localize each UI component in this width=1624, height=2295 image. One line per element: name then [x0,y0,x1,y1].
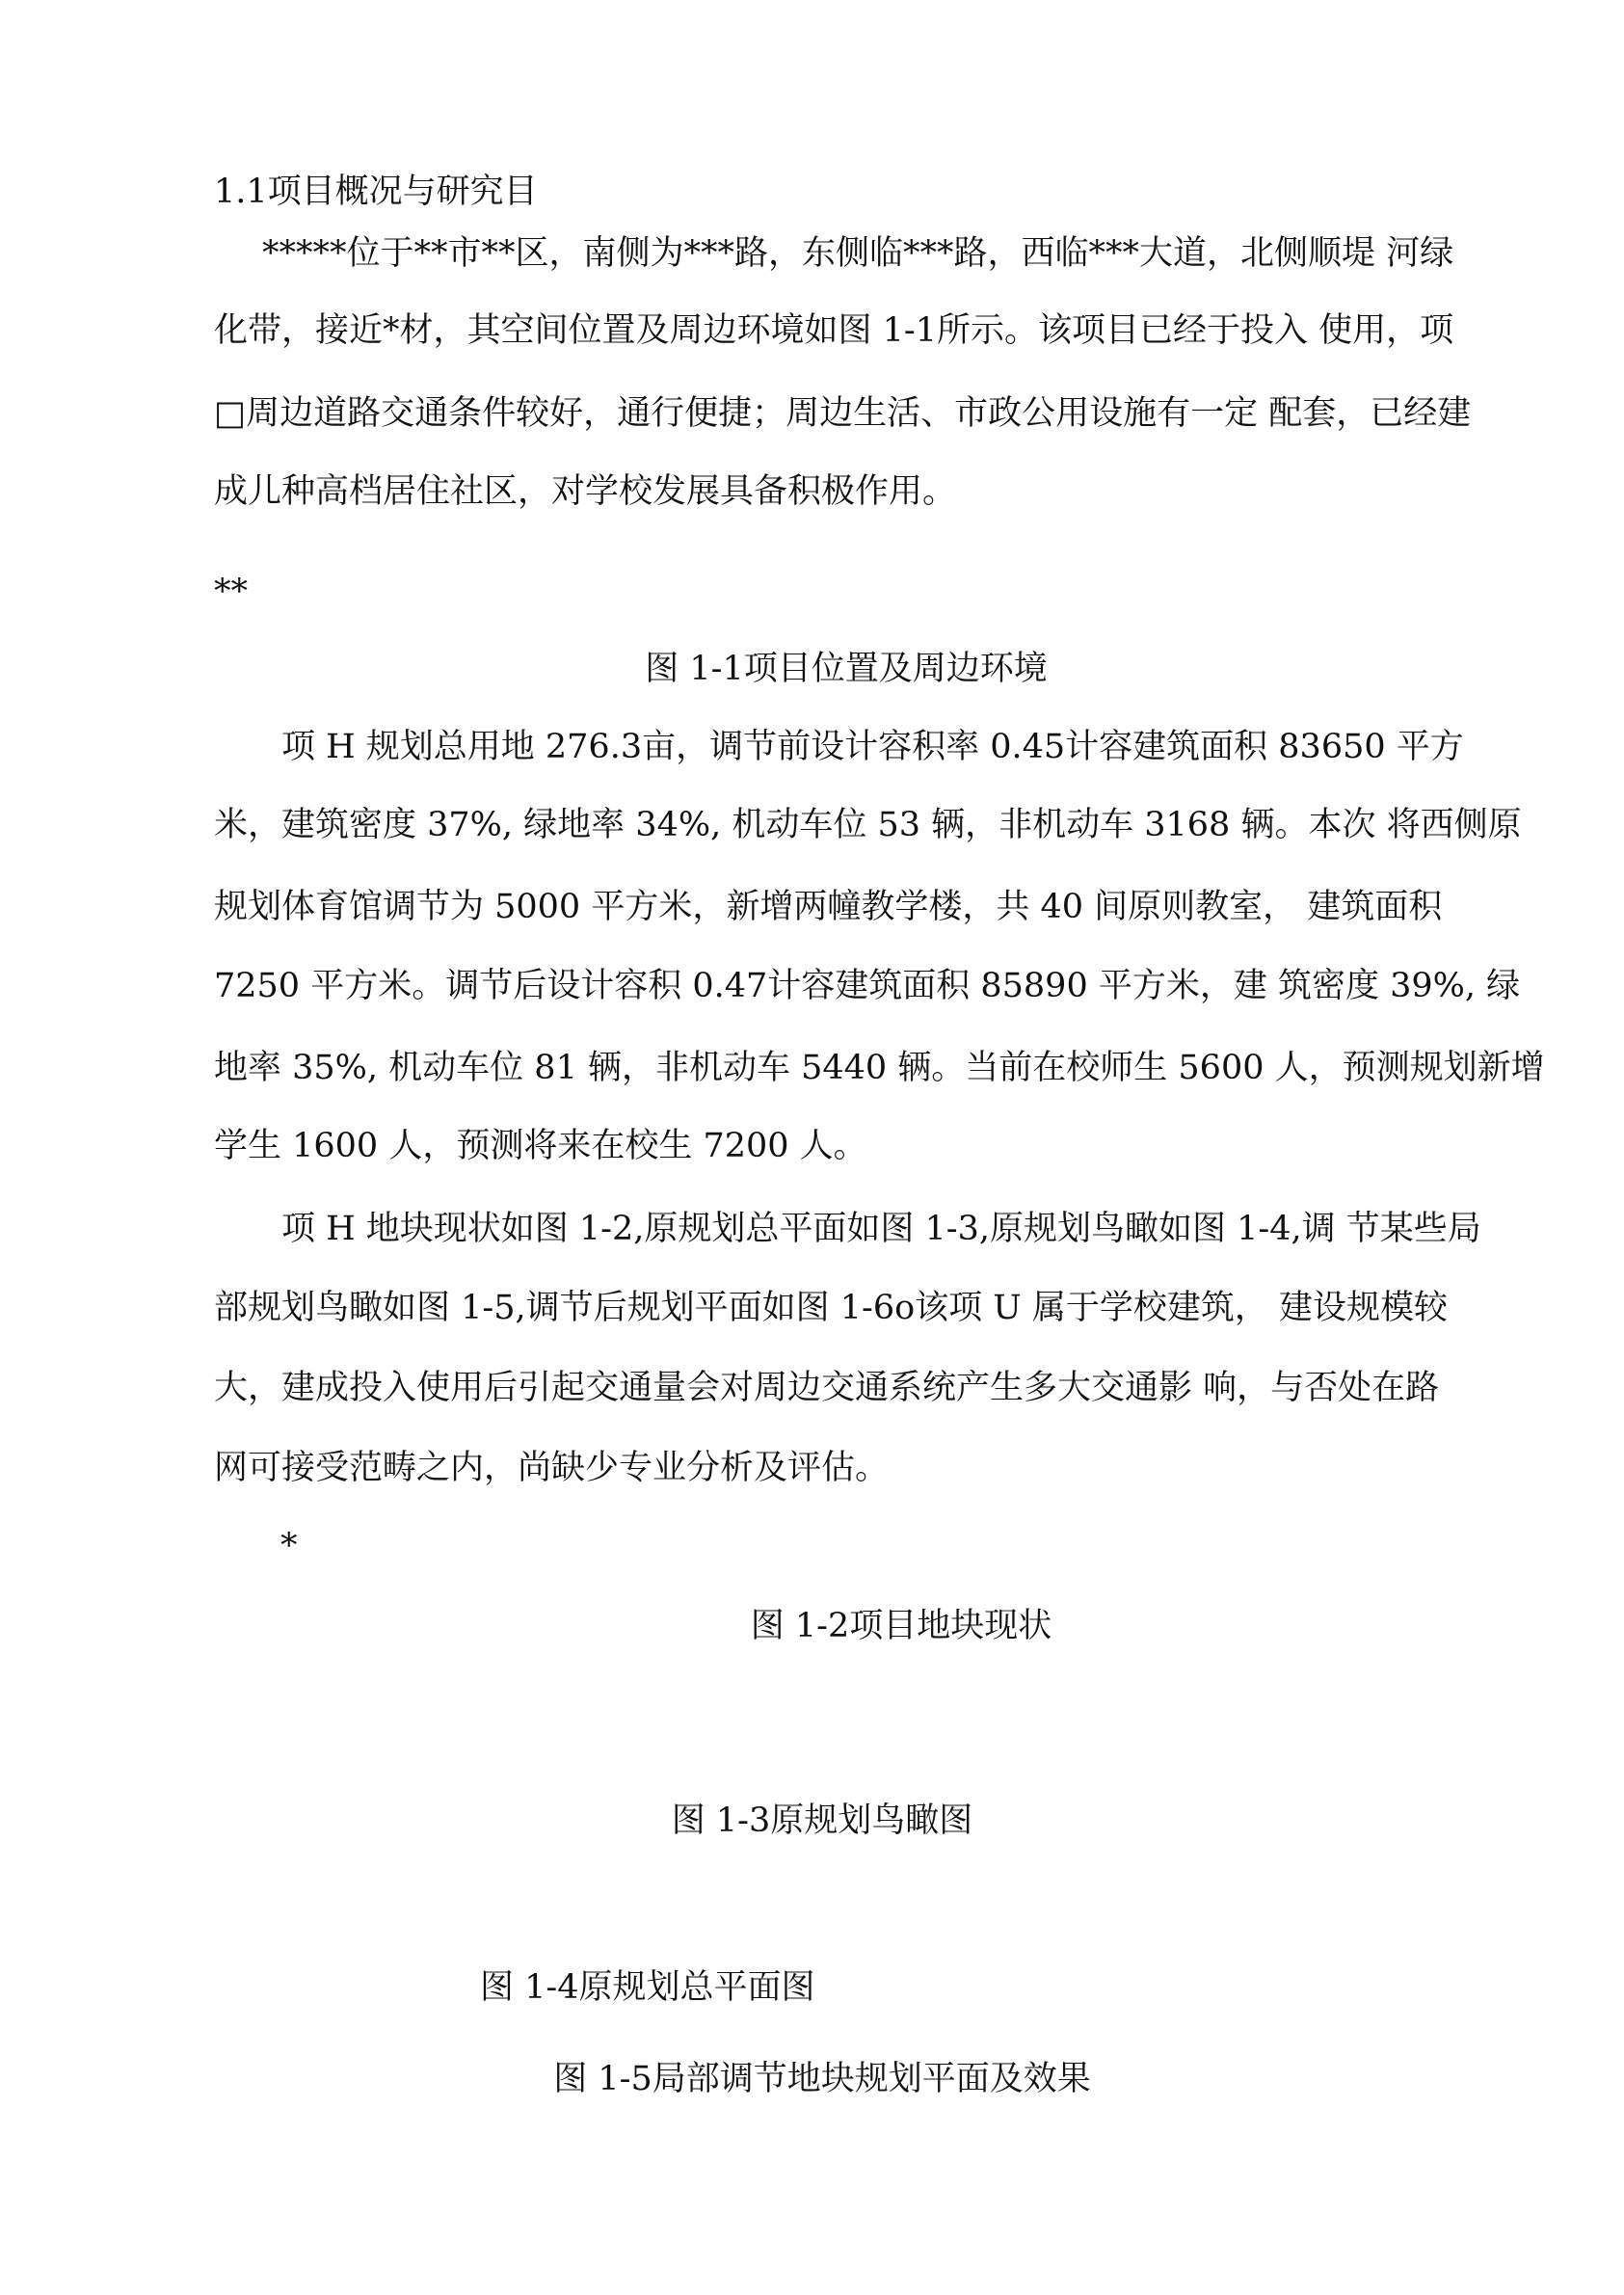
paragraph-line: 项 H 地块现状如图 1-2,原规划总平面如图 1-3,原规划鸟瞰如图 1-4,调 节某些局 [281,1210,1481,1248]
paragraph-line: 部规划鸟瞰如图 1-5,调节后规划平面如图 1-6o该项 U 属于学校建筑， 建设规模较 [214,1289,1449,1327]
paragraph-line: 7250 平方米。调节后设计容积 0.47计容建筑面积 85890 平方米，建 筑密度 39%, 绿 [214,967,1521,1005]
paragraph-line: 米，建筑密度 37%, 绿地率 34%, 机动车位 53 辆，非机动车 3168 辆。本次 将西侧原 [214,806,1522,844]
figure-caption: 图 1-2项目地块现状 [750,1607,1052,1645]
figure-caption: 图 1-1项目位置及周边环境 [645,650,1048,688]
paragraph-line: 化带，接近*材，其空间位置及周边环境如图 1-1所示。该项目已经于投入 使用，项 [214,311,1454,350]
paragraph-line: 大，建成投入使用后引起交通量会对周边交通系统产生多大交通影 响，与否处在路 [214,1369,1440,1407]
paragraph-line: 成儿种高档居住社区，对学校发展具备积极作用。 [214,472,957,511]
paragraph-line: 网可接受范畴之内，尚缺少专业分析及评估。 [214,1449,890,1487]
paragraph-line: 规划体育馆调节为 5000 平方米，新增两幢教学楼，共 40 间原则教室， 建筑面积 [214,888,1443,926]
paragraph-line: 项 H 规划总用地 276.3亩，调节前设计容积率 0.45计容建筑面积 83650 平方 [281,728,1464,766]
figure-caption: 图 1-3原规划鸟瞰图 [671,1801,973,1840]
image-placeholder-marker: * [280,1527,298,1565]
figure-caption: 图 1-5局部调节地块规划平面及效果 [553,2060,1091,2098]
paragraph-line: *****位于**市**区，南侧为***路，东侧临***路，西临***大道，北侧顺堤 河绿 [262,234,1454,273]
paragraph-line: 学生 1600 人，预测将来在校生 7200 人。 [214,1127,867,1165]
paragraph-line: 地率 35%, 机动车位 81 辆，非机动车 5440 辆。当前在校师生 5600 人，预测规划新增 [214,1049,1545,1087]
section-heading: 1.1项目概况与研究目 [214,173,538,211]
image-placeholder-marker: ** [214,573,248,611]
paragraph-line: □周边道路交通条件较好，通行便捷；周边生活、市政公用设施有一定 配套，已经建 [214,394,1472,433]
figure-caption: 图 1-4原规划总平面图 [480,1968,815,2007]
